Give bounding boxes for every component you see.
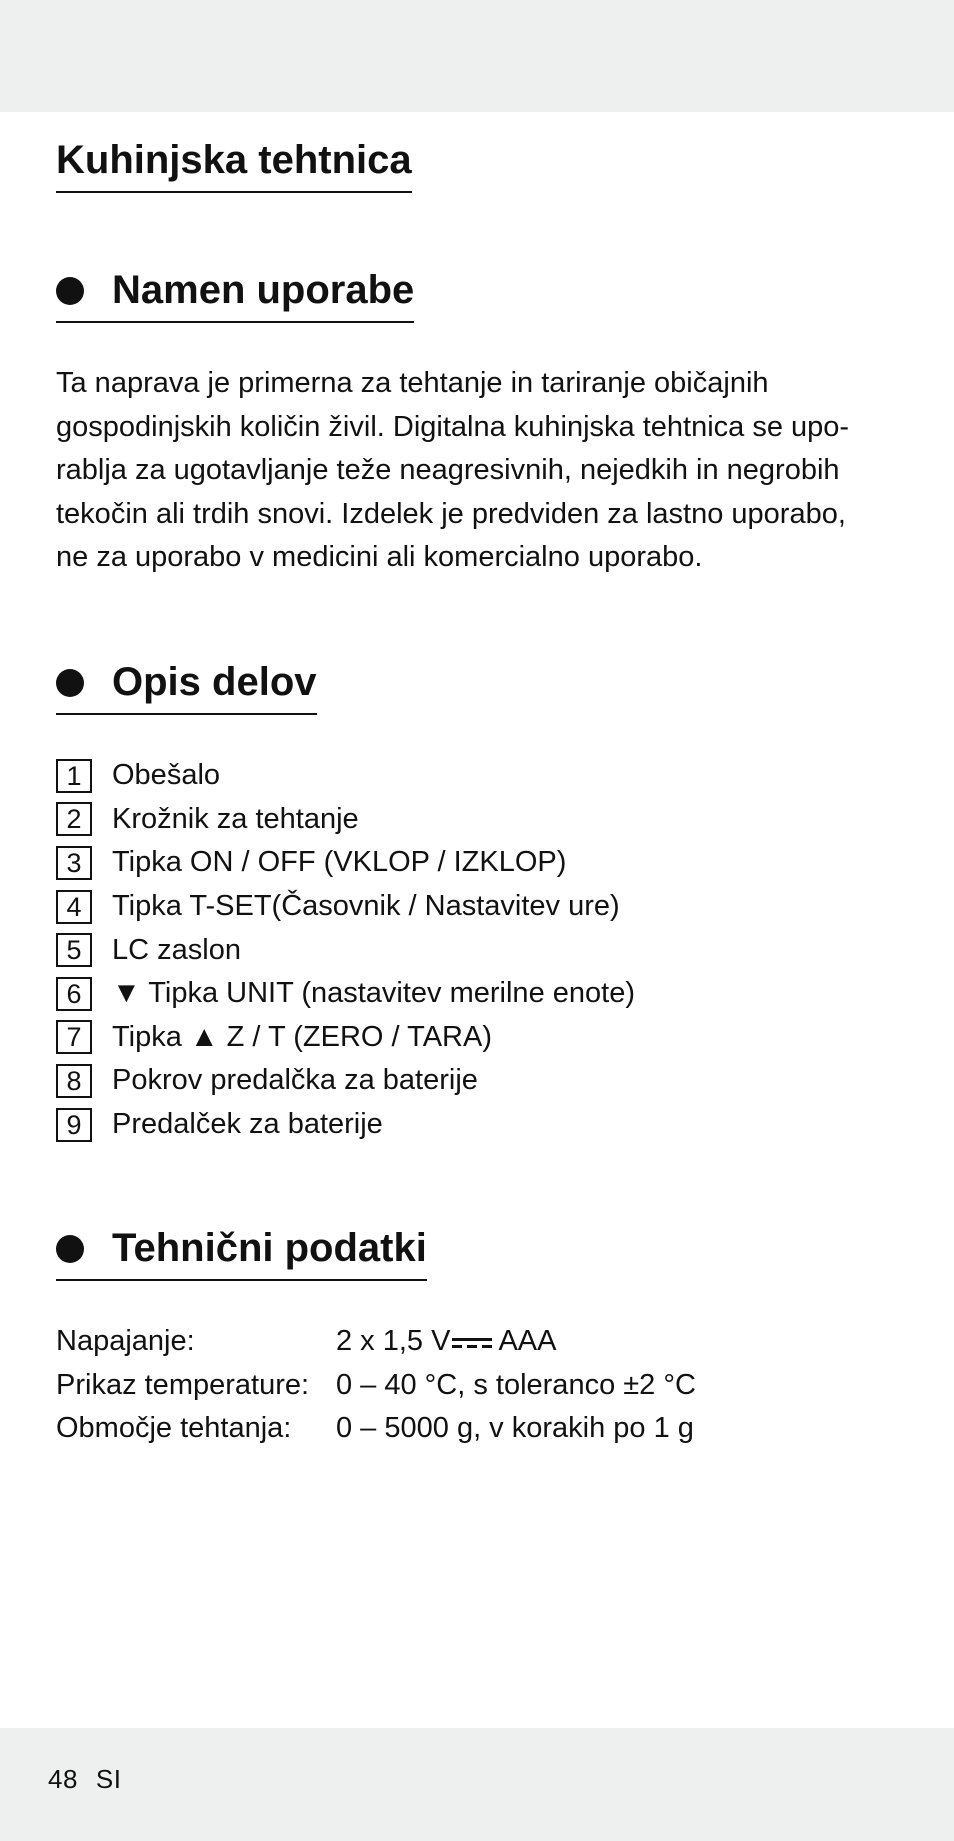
page-title: Kuhinjska tehtnica [56,138,412,193]
spec-value [336,1325,557,1358]
part-label: Tipka T-SET(Časovnik / Nastavitev ure) [112,890,620,923]
paragraph-line: gospodinjskih količin živil. Digitalna kuhinjska tehtnica se upo- [56,410,850,443]
part-label: Tipka ON / OFF (VKLOP / IZKLOP) [112,846,567,879]
page-number: 48 [48,1764,78,1794]
top-margin-band [0,0,954,112]
section-heading-text: Namen uporabe [112,268,415,312]
spec-row-power [56,1320,696,1364]
part-item [56,1103,635,1147]
part-label: Krožnik za tehtanje [112,802,359,835]
part-number: 6 [56,977,92,1011]
part-number: 5 [56,933,92,967]
paragraph-line: tekočin ali trdih snovi. Izdelek je predviden za lastno uporabo, [56,497,846,530]
spec-value-voltage: 2 x 1,5 V [336,1325,451,1358]
paragraph-line: rablja za ugotavljanje teže neagresivnih, nejedkih in negrobih [56,454,840,486]
part-label: Obešalo [112,759,221,792]
part-number: 4 [56,890,92,924]
part-item [56,928,635,972]
spec-row-temperature [56,1364,696,1408]
bullet-icon [56,669,84,697]
purpose-paragraph [56,362,916,580]
part-label: ▼ Tipka UNIT (nastavitev merilne enote) [112,977,635,1010]
spec-value: 0 – 40 °C, s toleranco ±2 °C [336,1368,696,1401]
part-number: 3 [56,846,92,880]
page-footer [48,1764,140,1795]
parts-list [56,754,635,1146]
part-number: 2 [56,802,92,836]
part-item [56,1016,635,1060]
part-number: 7 [56,1020,92,1054]
part-item [56,754,635,798]
footer-band [0,1728,954,1841]
spec-key: Območje tehtanja: [56,1412,292,1445]
spec-value-battery-type: AAA [498,1325,557,1358]
part-item [56,972,635,1016]
part-number: 8 [56,1064,92,1098]
spec-key: Napajanje: [56,1325,195,1358]
bullet-icon [56,277,84,305]
section-heading-purpose [56,268,414,323]
bullet-icon [56,1235,84,1263]
part-number: 1 [56,759,92,793]
spec-value: 0 – 5000 g, v korakih po 1 g [336,1412,694,1445]
section-heading-text: Tehnični podatki [112,1226,427,1270]
section-heading-parts [56,660,317,715]
part-label: Predalček za baterije [112,1108,383,1141]
part-label: Pokrov predalčka za baterije [112,1064,478,1097]
part-label: Tipka ▲ Z / T (ZERO / TARA) [112,1020,492,1053]
paragraph-line: ne za uporabo v medicini ali komercialno uporabo. [56,541,703,573]
paragraph-line: Ta naprava je primerna za tehtanje in tariranje običajnih [56,367,769,399]
section-heading-specs [56,1226,427,1281]
specs-table [56,1320,696,1451]
part-label: LC zaslon [112,933,241,966]
part-number: 9 [56,1108,92,1142]
part-item [56,798,635,842]
section-heading-text: Opis delov [112,660,317,704]
part-item [56,1059,635,1103]
spec-key: Prikaz temperature: [56,1368,310,1401]
language-code: SI [95,1764,122,1794]
spec-row-range [56,1407,696,1451]
part-item [56,841,635,885]
direct-current-icon [452,1337,492,1349]
part-item [56,885,635,929]
